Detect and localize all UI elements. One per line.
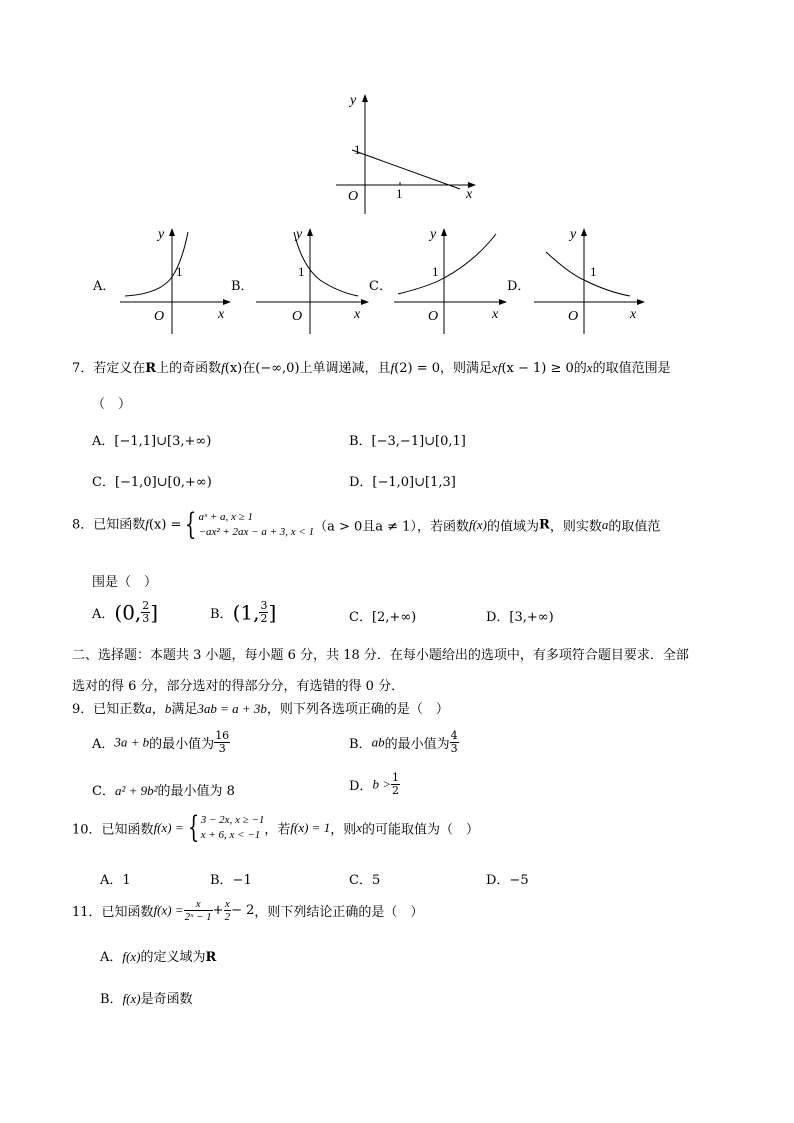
- graph-option-d: [530, 222, 655, 337]
- graph-b-one: 1: [298, 264, 305, 279]
- graph-d-one: 1: [590, 264, 597, 279]
- graph-c-o: O: [428, 309, 439, 324]
- graph-d-o: O: [568, 309, 579, 324]
- graph-a-y: y: [158, 227, 165, 242]
- q8-stem: 8．已知函数f(x) = { aˣ + a, x ≥ 1 −ax² + 2ax − a + 3, x < 1 （a > 0且a ≠ 1），若函数f(x)的值域为R，则实数a的取值范: [72, 507, 661, 542]
- q8-option-c[interactable]: C．[2,+∞): [349, 610, 417, 625]
- q11-option-a[interactable]: A．f(x)的定义域为R: [100, 949, 217, 965]
- graph-c-y: y: [430, 227, 437, 242]
- top-graph: [330, 88, 480, 218]
- q7-option-b[interactable]: B．[−3,−1]∪[0,1]: [349, 434, 466, 449]
- top-graph-one-y: 1: [354, 142, 361, 157]
- q9-option-b[interactable]: B．ab的最小值为 $\frac{4}{3}$: [349, 729, 458, 755]
- top-graph-one-x: 1: [396, 186, 403, 201]
- graph-option-b-label: B．: [231, 279, 254, 294]
- graph-option-a: [110, 222, 235, 337]
- q9-option-d[interactable]: D．b > $\frac{1}{2}$: [349, 771, 399, 797]
- graph-option-a-label: A．: [93, 279, 116, 294]
- section-2-line1: 二、选择题：本题共 3 小题，每小题 6 分，共 18 分．在每小题给出的选项中，有多项符合题目要求．全部: [72, 648, 689, 663]
- q7-option-a[interactable]: A．[−1,1]∪[3,+∞): [92, 434, 212, 449]
- graph-a-one: 1: [176, 264, 183, 279]
- graph-b-y: y: [296, 227, 303, 242]
- graph-d-y: y: [570, 227, 577, 242]
- q7-stem: 7．若定义在R上的奇函数f(x)在(−∞,0)上单调递减，且f(2) = 0，则满足xf(x − 1) ≥ 0的x的取值范围是: [72, 360, 671, 376]
- graph-c-x: x: [492, 307, 499, 322]
- q7-option-c[interactable]: C．[−1,0]∪[0,+∞): [92, 475, 212, 490]
- top-graph-origin: O: [348, 189, 359, 204]
- q10-option-d[interactable]: D．−5: [486, 873, 529, 888]
- graph-b-o: O: [292, 309, 303, 324]
- top-graph-x-label: x: [466, 187, 473, 202]
- graph-c-one: 1: [432, 264, 439, 279]
- q8-option-b[interactable]: B．(1, $\frac{3}{2}$ ]: [210, 599, 277, 625]
- q8-piecewise: aˣ + a, x ≥ 1 −ax² + 2ax − a + 3, x < 1: [198, 511, 315, 538]
- q10-option-c[interactable]: C．5: [349, 873, 381, 888]
- graph-a-o: O: [154, 309, 165, 324]
- q10-stem: 10．已知函数f(x) = { 3 − 2x, x ≥ −1 x + 6, x < −1 ，若f(x) = 1，则x的可能取值为（ ）: [72, 810, 480, 845]
- graph-b-x: x: [354, 307, 361, 322]
- q9-stem: 9．已知正数a，b满足3ab = a + 3b，则下列各选项正确的是（ ）: [72, 701, 449, 717]
- q7-paren: （ ）: [92, 397, 132, 412]
- q10-option-a[interactable]: A．1: [100, 873, 131, 888]
- q7-option-d[interactable]: D．[−1,0]∪[1,3]: [349, 475, 456, 490]
- q11-option-b[interactable]: B．f(x)是奇函数: [100, 991, 193, 1007]
- section-2-line2: 选对的得 6 分，部分选对的得部分分，有选错的得 0 分．: [72, 679, 405, 694]
- q8-line2: 围是（ ）: [92, 575, 158, 590]
- q9-option-a[interactable]: A．3a + b的最小值为 $\frac{16}{3}$: [92, 729, 230, 755]
- q9-option-c[interactable]: C．a² + 9b²的最小值为 8: [92, 783, 235, 799]
- graph-option-c-label: C．: [369, 279, 392, 294]
- graph-a-x: x: [218, 307, 225, 322]
- graph-option-d-label: D．: [507, 279, 531, 294]
- graph-option-c: [390, 222, 515, 337]
- graph-option-b: [250, 222, 375, 337]
- q10-option-b[interactable]: B．−1: [210, 873, 252, 888]
- graph-d-x: x: [630, 307, 637, 322]
- q11-stem: 11．已知函数f(x) = $\frac{x}{\text{2ˣ − 1}}$ + $\frac{x}{2}$ − 2，则下列结论正确的是（ ）: [72, 898, 424, 923]
- top-graph-y-label: y: [350, 93, 357, 108]
- q10-piecewise: 3 − 2x, x ≥ −1 x + 6, x < −1: [200, 814, 265, 841]
- q8-option-a[interactable]: A．(0, $\frac{2}{3}$ ]: [92, 599, 159, 625]
- q8-option-d[interactable]: D．[3,+∞): [486, 610, 554, 625]
